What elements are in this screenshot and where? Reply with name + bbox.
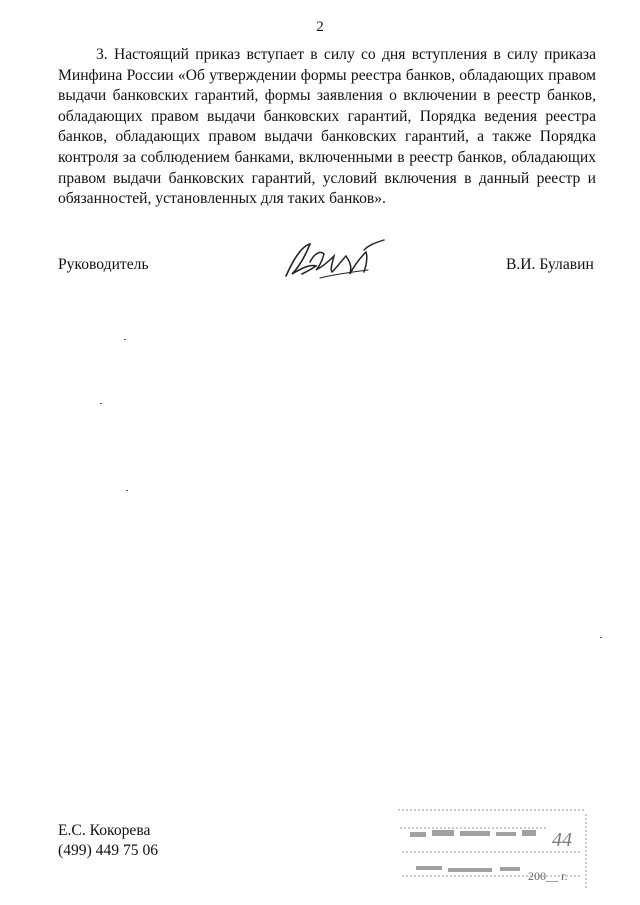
executor-phone: (499) 449 75 06 [58,842,159,859]
executor-block [58,821,158,861]
handwritten-signature [280,236,390,284]
signer-title: Руководитель [58,256,149,273]
stamp-year: 200__ г. [528,869,568,883]
scan-speck [124,339,126,340]
scan-speck [126,490,128,491]
registration-stamp [396,806,592,892]
signer-name: В.И. Булавин [506,256,594,273]
stamp-number: 44 [552,829,572,851]
page-number: 2 [316,19,324,35]
scan-speck [600,637,602,638]
order-paragraph-3: 3. Настоящий приказ вступает в силу со дня вступления в силу приказа Минфина России «Об утверждении формы реестра банков, обладающих правом выдачи банковских гарантий, формы заявления о включении в реестр банков, обладающих правом выдачи банковских гарантий, Порядка ведения реестра банков, обладающих правом выдачи банковских гарантий, а также Порядка контроля за соблюдением банками, включенными в реестр банков, обладающих правом выдачи банковских гарантий, условий включения в данный реестр и обязанностей, установленных для таких банков». [58,46,596,208]
executor-name: Е.С. Кокорева [58,822,151,839]
scan-speck [100,403,102,404]
